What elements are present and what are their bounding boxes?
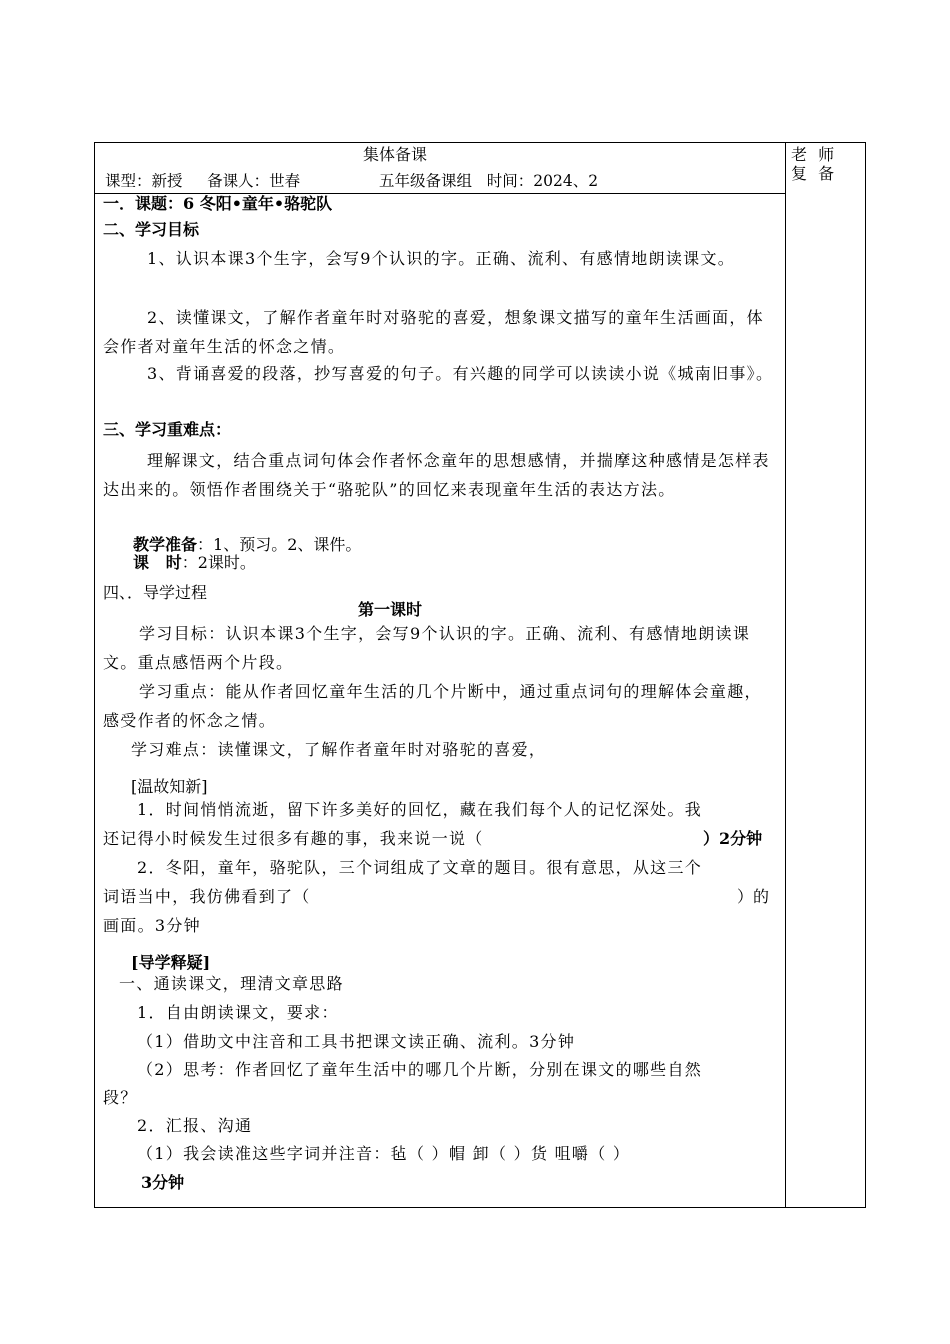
- guide-step-4-line2: 段？: [103, 1088, 138, 1107]
- header-title: 集体备课: [363, 145, 428, 164]
- guide-step-4-line1: （2）思考：作者回忆了童年生活中的哪几个片断，分别在课文的哪些自然: [137, 1060, 703, 1079]
- guide-step-6: （1）我会读准这些字词并注音：毡（ ）帽 卸（ ）货 咀嚼（ ）: [137, 1144, 631, 1163]
- learning-difficulty: 学习难点：读懂课文，了解作者童年时对骆驼的喜爱，: [131, 740, 547, 759]
- review-q2-line3: 画面。3分钟: [103, 916, 201, 935]
- review-q1-line2: 还记得小时候发生过很多有趣的事，我来说一说（: [103, 829, 484, 848]
- learning-focus: 学习重点：能从作者回忆童年生活的几个片断中，通过重点词句的理解体会童趣，感受作者的怀念之情。: [103, 682, 762, 730]
- guide-step-5: 2．汇报、沟通: [137, 1116, 253, 1135]
- lesson-topic: 一．课题：6 冬阳•童年•骆驼队: [103, 194, 333, 213]
- guide-step-7: 3分钟: [141, 1173, 185, 1192]
- key-text: 理解课文，结合重点词句体会作者怀念童年的思想感情，并揣摩这种感情是怎样表达出来的。领悟作者围绕关于“骆驼队”的回忆来表现童年生活的表达方法。: [103, 451, 770, 499]
- guide-step-1: 一、通读课文，理清文章思路: [119, 974, 344, 993]
- review-q1-time: ）2分钟: [703, 829, 763, 848]
- goal-3: 3、背诵喜爱的段落，抄写喜爱的句子。有兴趣的同学可以读读小说《城南旧事》。: [147, 364, 774, 383]
- guide-heading: [导学释疑]: [131, 953, 211, 972]
- review-heading: [温故知新]: [131, 777, 208, 796]
- review-q1-line1: 1．时间悄悄流逝，留下许多美好的回忆，藏在我们每个人的记忆深处。我: [137, 800, 703, 819]
- review-q2-line2: 词语当中，我仿佛看到了（: [103, 887, 311, 906]
- review-q2-line1: 2．冬阳，童年，骆驼队，三个词组成了文章的题目。很有意思，从这三个: [137, 858, 703, 877]
- hours-text: ：2课时。: [181, 553, 256, 572]
- lesson-plan-table: [94, 142, 866, 1208]
- period-1-title: 第一课时: [358, 600, 423, 619]
- review-q2-end: ）的: [737, 887, 770, 906]
- header-meta: 课型：新授 备课人：世春 五年级备课组 时间：2024、2: [105, 172, 599, 190]
- prep-text: ：1、预习。2、课件。: [197, 535, 362, 554]
- teaching-prep: [133, 535, 361, 555]
- teacher-review-column-label: 老 师 复 备: [791, 145, 838, 183]
- hours-label: 课 时: [133, 553, 182, 572]
- guide-step-3: （1）借助文中注音和工具书把课文读正确、流利。3分钟: [137, 1032, 576, 1051]
- column-divider: [785, 143, 786, 1207]
- class-hours: [133, 553, 256, 573]
- guide-step-2: 1．自由朗读课文，要求：: [137, 1003, 339, 1022]
- goals-heading: 二、学习目标: [103, 220, 200, 239]
- process-heading: 四、．导学过程: [103, 583, 208, 602]
- key-heading: 三、学习重难点：: [103, 420, 232, 439]
- prep-label: 教学准备: [133, 535, 198, 554]
- goal-1: 1、认识本课3个生字，会写9个认识的字。正确、流利、有感情地朗读课文。: [147, 249, 736, 268]
- learning-objective: 学习目标：认识本课3个生字，会写9个认识的字。正确、流利、有感情地朗读课文。重点感悟两个片段。: [103, 624, 751, 672]
- goal-2: 2、读懂课文，了解作者童年时对骆驼的喜爱，想象课文描写的童年生活画面，体会作者对童年生活的怀念之情。: [103, 308, 764, 356]
